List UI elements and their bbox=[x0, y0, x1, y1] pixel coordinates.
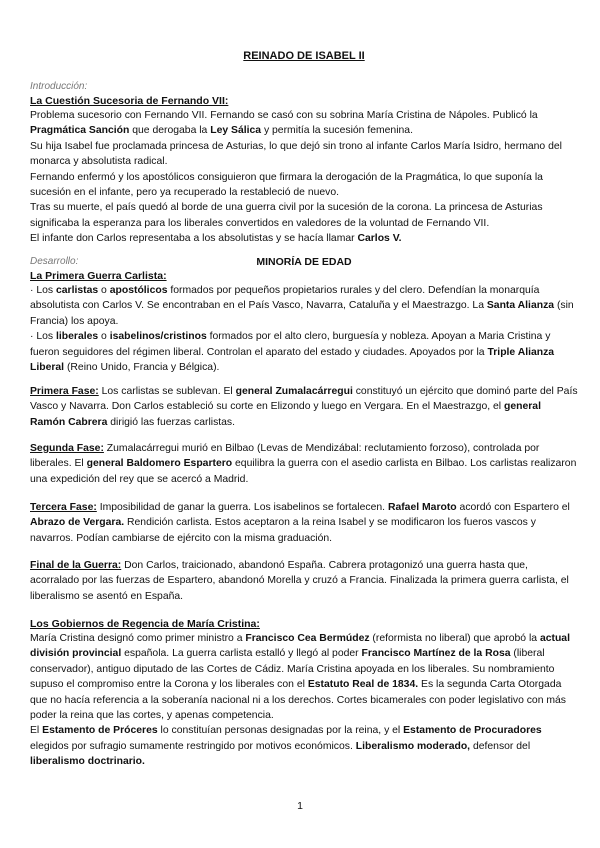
end-run: Don Carlos, traicionado, abandonó España. Cabrera protagonizó una guerra hasta que, acorralado por las fuerzas de Espartero, abandonó Morella y cruzó a Francia. Finalizada la primera guerra carlista, el liberalismo se asentó en España. bbox=[30, 560, 569, 602]
war-run: formados por pequeños propietarios rurales y del clero. Defendían la monarquía absolutista con Carlos V. Se encontraban en el País Vasco, Navarra, Cataluña y el Maestrazgo. La bbox=[30, 285, 540, 312]
intro-run: Tras su muerte, el país quedó al borde de una guerra civil por la sucesión de la corona. La princesa de Asturias significaba la esperanza para los liberales convertidos en valedores de la voluntad de Fernando VII. bbox=[30, 202, 543, 229]
war-heading: La Primera Guerra Carlista: bbox=[30, 270, 167, 282]
regency-run: Francisco Cea Bermúdez bbox=[245, 633, 370, 644]
phase1-run: general Ramón Cabrera bbox=[30, 401, 541, 428]
war-run: (Reino Unido, Francia y Bélgica). bbox=[64, 362, 220, 374]
phase2-run: Zumalacárregui murió en Bilbao (Levas de Mendizábal: reclutamiento forzoso), controlada por liberales. El bbox=[30, 443, 540, 470]
war-run: Santa Alianza bbox=[486, 300, 555, 312]
regency-run: Estatuto Real de 1834. bbox=[307, 679, 419, 691]
phase1-run: constituyó un ejército que dominó parte del País Vasco y Navarra. Don Carlos estableció su corte en Elizondo y luego en Vergara. En el Maestrazgo, el bbox=[30, 386, 578, 413]
intro-paragraph bbox=[30, 139, 578, 170]
phase2-run: Segunda Fase: bbox=[30, 443, 104, 454]
war-paragraphs bbox=[30, 283, 578, 375]
phase1-run: dirigió las fuerzas carlistas. bbox=[107, 416, 236, 428]
regency-run: liberalismo doctrinario. bbox=[30, 756, 145, 768]
page-title: REINADO DE ISABEL II bbox=[243, 50, 365, 62]
phase1-section bbox=[30, 384, 578, 430]
phase3-run: Imposibilidad de ganar la guerra. Los isabelinos se fortalecen. bbox=[96, 502, 388, 513]
phase2-run: general Baldomero Espartero bbox=[86, 458, 233, 470]
regency-heading: Los Gobiernos de Regencia de María Cristina: bbox=[30, 618, 260, 630]
regency-run: (liberal conservador), antiguo diputado de las Cortes de Cádiz. María Cristina apoyada en los liberales. Su nombramiento supuso el compromiso entre la Corona y los liberales con el bbox=[30, 648, 555, 691]
regency-run: Es la segunda Carta Otorgada que no hacía referencia a la soberanía nacional ni a los derechos. Cortes bicamerales con poder legislativo con más poder la reina que las cortes, y apenas competencia. bbox=[30, 679, 567, 722]
intro-paragraphs bbox=[30, 108, 578, 247]
phase3-section bbox=[30, 500, 578, 546]
development-label: Desarrollo: bbox=[30, 256, 79, 267]
regency-run: española. La guerra carlista estalló y llegó al poder bbox=[121, 648, 362, 660]
intro-section bbox=[30, 80, 578, 247]
intro-run: Carlos V. bbox=[357, 233, 402, 245]
war-run: · Los bbox=[30, 331, 56, 343]
end-paragraph bbox=[30, 558, 578, 604]
regency-section bbox=[30, 617, 578, 770]
intro-paragraph bbox=[30, 200, 578, 231]
development-title: MINORÍA DE EDAD bbox=[256, 256, 352, 268]
phase3-run: Tercera Fase: bbox=[30, 502, 97, 513]
intro-paragraph bbox=[30, 231, 578, 246]
intro-run: que derogaba la bbox=[129, 125, 211, 137]
war-run: formados por el alto clero, burguesía y nobleza. Apoyan a Maria Cristina y fueron seguidores del régimen liberal. Controlan el aparato del estado y ciudades. Apoyados por la bbox=[30, 331, 551, 358]
war-paragraph bbox=[30, 283, 578, 329]
end-run: Final de la Guerra: bbox=[30, 560, 122, 571]
war-run: · Los bbox=[30, 285, 56, 296]
regency-run: Francisco Martínez de la Rosa bbox=[361, 648, 511, 660]
phase3-run: acordó con Espartero el bbox=[456, 502, 570, 513]
intro-run: Ley Sálica bbox=[210, 125, 262, 137]
end-section bbox=[30, 558, 578, 604]
war-run: apostólicos bbox=[109, 285, 168, 296]
regency-paragraph bbox=[30, 723, 578, 769]
war-run: liberales bbox=[56, 331, 99, 343]
intro-run: Pragmática Sanción bbox=[30, 125, 130, 137]
regency-run: (reformista no liberal) que aprobó la bbox=[369, 633, 540, 644]
intro-run: y permitía la sucesión femenina. bbox=[261, 125, 413, 137]
war-run: o bbox=[98, 285, 110, 296]
regency-run: El bbox=[30, 725, 43, 737]
intro-paragraph bbox=[30, 170, 578, 201]
intro-heading: La Cuestión Sucesoria de Fernando VII: bbox=[30, 95, 229, 107]
war-run: Triple Alianza Liberal bbox=[30, 346, 555, 374]
phase3-run: Rendición carlista. Estos aceptaron a la reina Isabel y se modificaron los fueros vascos y navarros. Podían cambiarse de ejército con la misma graduación. bbox=[30, 517, 536, 544]
war-run: isabelinos/cristinos bbox=[109, 331, 207, 343]
phase2-section bbox=[30, 441, 578, 487]
war-run: o bbox=[98, 331, 110, 343]
phase2-paragraph bbox=[30, 441, 578, 487]
development-label-row bbox=[30, 255, 578, 269]
phase3-run: Abrazo de Vergara. bbox=[30, 517, 125, 529]
intro-run: Problema sucesorio con Fernando VII. Fernando se casó con su sobrina María Cristina de Nápoles. Publicó la bbox=[30, 110, 538, 121]
intro-label: Introducción: bbox=[30, 81, 88, 92]
regency-paragraphs bbox=[30, 631, 578, 770]
regency-run: María Cristina designó como primer ministro a bbox=[30, 633, 246, 644]
phase1-paragraph bbox=[30, 384, 578, 430]
phase3-paragraph bbox=[30, 500, 578, 546]
regency-run: lo constituían personas designadas por la reina, y el bbox=[157, 725, 404, 737]
regency-run: actual división provincial bbox=[30, 633, 570, 660]
phase1-run: Primera Fase: bbox=[30, 386, 99, 397]
war-run: (sin Francia) los apoya. bbox=[30, 300, 574, 327]
war-run: carlistas bbox=[56, 285, 99, 296]
page-number: 1 bbox=[297, 800, 303, 812]
regency-run: elegidos por sufragio sumamente restringido por motivos económicos. bbox=[30, 740, 356, 752]
regency-run: defensor del bbox=[470, 740, 531, 752]
intro-run: Fernando enfermó y los apostólicos consiguieron que firmara la derogación de la Pragmática, lo que suponía la sucesión en el infante, pero ya recuperado la restableció de nuevo. bbox=[30, 171, 543, 199]
regency-paragraph bbox=[30, 631, 578, 723]
regency-run: Liberalismo moderado, bbox=[355, 740, 471, 752]
intro-paragraph bbox=[30, 108, 578, 139]
development-section bbox=[30, 255, 578, 375]
phase1-run: general Zumalacárregui bbox=[235, 386, 353, 397]
war-paragraph bbox=[30, 329, 578, 375]
regency-run: Estamento de Próceres bbox=[42, 725, 158, 737]
regency-run: Estamento de Procuradores bbox=[403, 725, 542, 737]
phase3-run: Rafael Maroto bbox=[387, 502, 457, 513]
intro-run: El infante don Carlos representaba a los absolutistas y se hacía llamar bbox=[30, 233, 358, 245]
phase1-run: Los carlistas se sublevan. El bbox=[98, 386, 236, 397]
phase2-run: equilibra la guerra con el asedio carlista en Bilbao. Los carlistas realizaron una expedición del rey que se acercó a Madrid. bbox=[30, 458, 577, 485]
intro-run: Su hija Isabel fue proclamada princesa de Asturias, lo que dejó sin trono al infante Carlos María Isidro, hermano del monarca y absolutista radical. bbox=[30, 140, 562, 168]
